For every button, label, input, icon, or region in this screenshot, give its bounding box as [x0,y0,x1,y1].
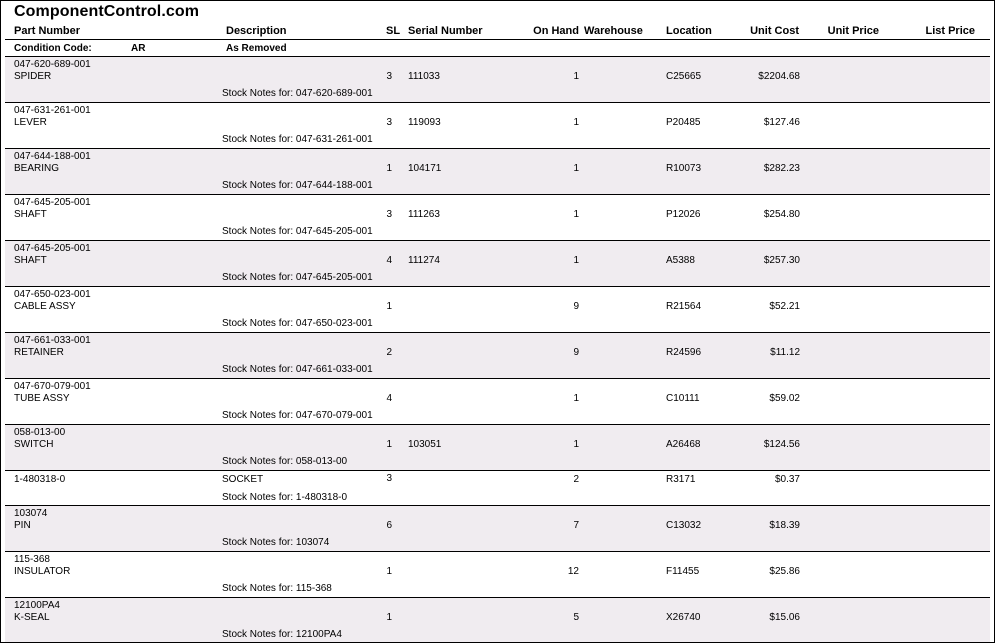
condition-description: As Removed [226,43,287,54]
condition-code-label: Condition Code: [14,43,92,54]
table-row [5,287,990,333]
stock-notes: Stock Notes for: 047-620-689-001 [222,88,373,99]
sl: 3 [386,71,392,82]
unit-cost: $11.12 [770,347,800,358]
table-row [5,241,990,287]
part-number: 047-631-261-001 [14,105,91,116]
description: SHAFT [14,255,47,266]
description: BEARING [14,163,60,174]
serial-number: 119093 [408,117,441,128]
header-location: Location [666,25,712,37]
table-row [5,195,990,241]
location: A5388 [666,255,695,266]
table-row [5,379,990,425]
table-row [5,103,990,149]
location: C25665 [666,71,702,82]
serial-number: 111274 [408,255,440,266]
serial-number: 111033 [408,71,440,82]
sl: 1 [386,566,392,577]
table-row [5,506,990,552]
condition-band [5,40,990,57]
stock-notes: Stock Notes for: 115-368 [222,583,332,594]
location: C10111 [666,393,700,404]
unit-cost: $59.02 [769,393,800,404]
on-hand: 2 [573,474,579,485]
stock-rows [5,57,990,643]
serial-number: 104171 [408,163,442,174]
part-number: 12100PA4 [14,600,60,611]
location: P12026 [666,209,701,220]
table-row [5,333,990,379]
on-hand: 1 [573,209,579,220]
stock-notes: Stock Notes for: 047-661-033-001 [222,364,373,375]
description: CABLE ASSY [14,301,76,312]
part-number: 047-650-023-001 [14,289,91,300]
report-title: ComponentControl.com [14,3,200,20]
on-hand: 1 [573,439,579,450]
header-list-price: List Price [925,25,975,37]
part-number: 115-368 [14,554,50,565]
unit-cost: $52.21 [769,301,800,312]
description: K-SEAL [14,612,50,623]
sl: 4 [386,393,392,404]
unit-cost: $254.80 [763,209,800,220]
description: SWITCH [14,439,54,450]
header-part-number: Part Number [14,25,81,37]
location: A26468 [666,439,701,450]
location: F11455 [666,566,700,577]
on-hand: 1 [573,117,579,128]
sl: 6 [386,520,392,531]
on-hand: 1 [573,163,579,174]
location: R21564 [666,301,702,312]
header-unit-price: Unit Price [827,25,879,37]
stock-notes: Stock Notes for: 1-480318-0 [222,492,348,503]
table-row [5,149,990,195]
location: R24596 [666,347,702,358]
sl: 3 [386,209,392,220]
on-hand: 1 [573,71,579,82]
description: INSULATOR [14,566,71,577]
sl: 1 [386,612,392,623]
stock-notes: Stock Notes for: 047-645-205-001 [222,226,373,237]
stock-notes: Stock Notes for: 047-631-261-001 [222,134,373,145]
header-description: Description [226,25,287,37]
unit-cost: $257.30 [763,255,800,266]
description: SOCKET [222,474,264,485]
part-number: 047-670-079-001 [14,381,91,392]
sl: 1 [386,163,392,174]
part-number: 1-480318-0 [14,474,66,485]
sl: 1 [386,439,392,450]
location: R3171 [666,474,696,485]
part-number: 047-645-205-001 [14,243,91,254]
unit-cost: $124.56 [763,439,800,450]
description: SHAFT [14,209,47,220]
stock-notes: Stock Notes for: 047-644-188-001 [222,180,373,191]
on-hand: 7 [573,520,579,531]
description: LEVER [14,117,47,128]
unit-cost: $15.06 [769,612,800,623]
unit-cost: $0.37 [774,474,800,485]
condition-code-value: AR [131,43,146,54]
table-row [5,471,990,506]
table-row [5,598,990,643]
on-hand: 9 [573,301,579,312]
header-warehouse: Warehouse [584,25,643,37]
description: SPIDER [14,71,52,82]
stock-notes: Stock Notes for: 12100PA4 [222,629,342,640]
stock-notes: Stock Notes for: 047-670-079-001 [222,410,373,421]
part-number: 047-645-205-001 [14,197,91,208]
unit-cost: $282.23 [763,163,800,174]
part-number: 047-620-689-001 [14,59,91,70]
stock-notes: Stock Notes for: 047-645-205-001 [222,272,373,283]
part-number: 058-013-00 [14,427,66,438]
stock-notes: Stock Notes for: 058-013-00 [222,456,348,467]
table-row [5,425,990,471]
on-hand: 9 [573,347,579,358]
on-hand: 12 [567,566,579,577]
stock-notes: Stock Notes for: 047-650-023-001 [222,318,373,329]
location: R10073 [666,163,702,174]
header-serial-number: Serial Number [408,25,483,37]
unit-cost: $2204.68 [758,71,800,82]
header-sl: SL [386,25,401,37]
on-hand: 5 [573,612,579,623]
on-hand: 1 [573,255,579,266]
part-number: 047-661-033-001 [14,335,91,346]
serial-number: 103051 [408,439,442,450]
sl: 4 [386,255,392,266]
description: TUBE ASSY [14,393,70,404]
unit-cost: $127.46 [763,117,800,128]
table-row [5,552,990,598]
description: RETAINER [14,347,64,358]
sl: 1 [386,301,392,312]
table-row [5,57,990,103]
location: X26740 [666,612,701,623]
sl: 2 [386,347,392,358]
header-unit-cost: Unit Cost [750,25,799,37]
location: C13032 [666,520,702,531]
unit-cost: $25.86 [769,566,800,577]
unit-cost: $18.39 [769,520,800,531]
serial-number: 111263 [408,209,440,220]
header-on-hand: On Hand [533,25,579,37]
sl: 3 [386,473,392,484]
location: P20485 [666,117,701,128]
sl: 3 [386,117,392,128]
part-number: 047-644-188-001 [14,151,91,162]
part-number: 103074 [14,508,48,519]
description: PIN [14,520,31,531]
stock-notes: Stock Notes for: 103074 [222,537,330,548]
on-hand: 1 [573,393,579,404]
